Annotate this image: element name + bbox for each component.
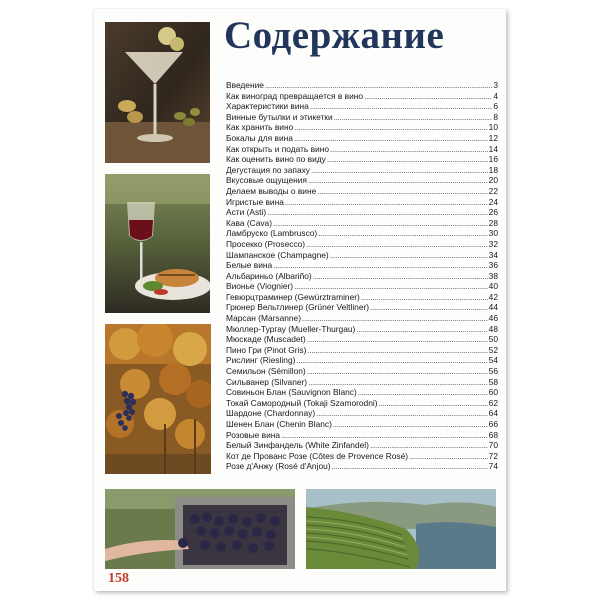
toc-entry-title: Характеристики вина bbox=[226, 101, 309, 112]
toc-entry bbox=[226, 228, 498, 239]
toc-leader-dots bbox=[370, 302, 488, 313]
toc-leader-dots bbox=[310, 101, 492, 112]
terraced-vineyard-photo bbox=[306, 489, 496, 569]
wine-and-dinner-photo bbox=[105, 174, 210, 313]
page-title: Содержание bbox=[224, 14, 445, 57]
toc-leader-dots bbox=[273, 218, 488, 229]
toc-leader-dots bbox=[334, 112, 493, 123]
toc-entry-title: Вионье (Viognier) bbox=[226, 281, 294, 292]
toc-entry-page: 26 bbox=[488, 207, 498, 218]
toc-leader-dots bbox=[306, 239, 488, 250]
toc-entry bbox=[226, 387, 498, 398]
toc-entry-title: Игристые вина bbox=[226, 196, 284, 207]
toc-leader-dots bbox=[308, 175, 488, 186]
toc-entry bbox=[226, 313, 498, 324]
toc-entry bbox=[226, 398, 498, 409]
toc-leader-dots bbox=[311, 165, 488, 176]
toc-leader-dots bbox=[332, 461, 488, 472]
toc-entry bbox=[226, 334, 498, 345]
grape-harvest-photo bbox=[105, 489, 295, 569]
toc-entry-page: 30 bbox=[488, 228, 498, 239]
toc-entry-title: Делаем выводы о вине bbox=[226, 185, 317, 196]
toc-leader-dots bbox=[364, 91, 492, 102]
toc-entry-page: 72 bbox=[488, 450, 498, 461]
toc-entry bbox=[226, 281, 498, 292]
toc-entry-page: 48 bbox=[488, 323, 498, 334]
toc-entry-page: 60 bbox=[488, 387, 498, 398]
toc-leader-dots bbox=[267, 207, 488, 218]
toc-entry-title: Белые вина bbox=[226, 260, 273, 271]
toc-entry-page: 38 bbox=[488, 270, 498, 281]
toc-entry-page: 70 bbox=[488, 440, 498, 451]
toc-entry-title: Кава (Cava) bbox=[226, 217, 273, 228]
toc-entry bbox=[226, 271, 498, 282]
toc-entry bbox=[226, 345, 498, 356]
toc-entry bbox=[226, 122, 498, 133]
toc-entry-title: Как хранить вино bbox=[226, 122, 294, 133]
toc-entry-page: 52 bbox=[488, 344, 498, 355]
toc-entry-title: Дегустация по запаху bbox=[226, 164, 310, 175]
toc-entry-page: 6 bbox=[493, 101, 498, 112]
toc-entry-title: Грюнер Вельтлинер (Grüner Veltliner) bbox=[226, 302, 370, 313]
toc-entry bbox=[226, 366, 498, 377]
toc-entry-page: 18 bbox=[488, 164, 498, 175]
table-of-contents bbox=[226, 80, 498, 472]
toc-entry bbox=[226, 430, 498, 441]
toc-entry bbox=[226, 260, 498, 271]
toc-entry-page: 40 bbox=[488, 281, 498, 292]
toc-entry-page: 68 bbox=[488, 429, 498, 440]
toc-leader-dots bbox=[294, 133, 488, 144]
toc-entry-page: 54 bbox=[488, 355, 498, 366]
toc-entry-title: Шенен Блан (Chenin Blanc) bbox=[226, 419, 332, 429]
toc-entry bbox=[226, 440, 498, 451]
toc-entry-page: 22 bbox=[488, 185, 498, 196]
vineyard-grapes-photo bbox=[105, 324, 211, 474]
toc-entry-page: 28 bbox=[488, 217, 498, 228]
toc-entry-page: 74 bbox=[488, 461, 498, 472]
toc-leader-dots bbox=[317, 186, 487, 197]
toc-entry-page: 8 bbox=[493, 111, 498, 122]
toc-entry-title: Сильванер (Silvaner) bbox=[226, 376, 308, 387]
toc-entry-page: 4 bbox=[493, 90, 498, 101]
toc-entry bbox=[226, 218, 498, 229]
toc-leader-dots bbox=[294, 281, 488, 292]
toc-leader-dots bbox=[308, 377, 488, 388]
toc-entry bbox=[226, 419, 498, 430]
toc-entry-title: Рислинг (Riesling) bbox=[226, 355, 296, 366]
toc-leader-dots bbox=[307, 334, 488, 345]
toc-entry bbox=[226, 133, 498, 144]
toc-entry bbox=[226, 451, 498, 462]
toc-leader-dots bbox=[281, 430, 488, 441]
toc-entry-page: 46 bbox=[488, 313, 498, 324]
toc-leader-dots bbox=[358, 387, 488, 398]
toc-entry-page: 16 bbox=[488, 154, 498, 165]
toc-leader-dots bbox=[333, 419, 488, 430]
toc-entry bbox=[226, 165, 498, 176]
toc-leader-dots bbox=[313, 271, 488, 282]
toc-leader-dots bbox=[327, 154, 488, 165]
toc-leader-dots bbox=[265, 80, 492, 91]
toc-leader-dots bbox=[302, 313, 488, 324]
toc-entry-page: 66 bbox=[488, 419, 498, 429]
toc-entry bbox=[226, 324, 498, 335]
toc-entry bbox=[226, 91, 498, 102]
toc-entry-title: Шампанское (Champagne) bbox=[226, 249, 329, 260]
toc-leader-dots bbox=[361, 292, 488, 303]
toc-entry bbox=[226, 461, 498, 472]
toc-entry-page: 34 bbox=[488, 249, 498, 260]
toc-entry bbox=[226, 302, 498, 313]
toc-entry-title: Розе д'Анжу (Rosé d'Anjou) bbox=[226, 461, 331, 472]
toc-entry-title: Марсан (Marsanne) bbox=[226, 313, 302, 324]
toc-entry bbox=[226, 207, 498, 218]
toc-entry-title: Пино Гри (Pinot Gris) bbox=[226, 344, 307, 355]
toc-entry-page: 58 bbox=[488, 376, 498, 387]
toc-entry bbox=[226, 239, 498, 250]
toc-entry-title: Шардоне (Chardonnay) bbox=[226, 408, 316, 419]
toc-entry bbox=[226, 250, 498, 261]
toc-leader-dots bbox=[330, 250, 488, 261]
toc-leader-dots bbox=[296, 355, 487, 366]
page-number: 158 bbox=[108, 571, 129, 586]
toc-entry bbox=[226, 175, 498, 186]
toc-leader-dots bbox=[379, 398, 488, 409]
toc-leader-dots bbox=[307, 366, 488, 377]
toc-entry-title: Белый Зинфандель (White Zinfandel) bbox=[226, 440, 369, 451]
toc-entry-title: Токай Самородный (Tokaji Szamorodni) bbox=[226, 397, 378, 408]
toc-entry-page: 3 bbox=[493, 80, 498, 90]
toc-leader-dots bbox=[307, 345, 487, 356]
toc-entry-page: 12 bbox=[488, 132, 498, 143]
toc-entry-title: Семильон (Sémillon) bbox=[226, 366, 306, 377]
toc-entry-title: Как виноград превращается в вино bbox=[226, 90, 364, 101]
toc-entry-title: Совиньон Блан (Sauvignon Blanc) bbox=[226, 387, 357, 398]
toc-entry bbox=[226, 355, 498, 366]
toc-entry-title: Бокалы для вина bbox=[226, 132, 293, 143]
toc-leader-dots bbox=[294, 122, 487, 133]
toc-leader-dots bbox=[330, 144, 488, 155]
toc-entry-title: Розовые вина bbox=[226, 429, 281, 440]
toc-entry bbox=[226, 112, 498, 123]
toc-entry-title: Как оценить вино по виду bbox=[226, 154, 326, 165]
toc-entry-page: 56 bbox=[488, 366, 498, 377]
toc-entry-title: Как открыть и подать вино bbox=[226, 143, 330, 154]
toc-entry bbox=[226, 197, 498, 208]
toc-entry bbox=[226, 144, 498, 155]
toc-entry-title: Кот де Прованс Розе (Côtes de Provence Rosé) bbox=[226, 450, 409, 461]
toc-entry bbox=[226, 80, 498, 91]
toc-entry-title: Асти (Asti) bbox=[226, 207, 267, 218]
toc-entry-title: Винные бутылки и этикетки bbox=[226, 111, 333, 122]
toc-entry-title: Вкусовые ощущения bbox=[226, 175, 307, 186]
toc-entry-title: Просекко (Prosecco) bbox=[226, 238, 306, 249]
toc-entry-page: 10 bbox=[488, 122, 498, 133]
toc-entry-page: 36 bbox=[488, 260, 498, 271]
toc-entry bbox=[226, 377, 498, 388]
toc-entry-page: 20 bbox=[488, 175, 498, 186]
toc-entry-page: 62 bbox=[488, 397, 498, 408]
toc-entry-title: Гевюрцтраминер (Gewürztraminer) bbox=[226, 291, 360, 302]
toc-entry-page: 14 bbox=[488, 143, 498, 154]
toc-entry-page: 24 bbox=[488, 196, 498, 207]
toc-entry-title: Мюллер-Тургау (Mueller-Thurgau) bbox=[226, 323, 356, 334]
toc-entry-title: Альбариньо (Albariño) bbox=[226, 270, 312, 281]
toc-leader-dots bbox=[409, 451, 488, 462]
toc-leader-dots bbox=[318, 228, 487, 239]
toc-entry-title: Введение bbox=[226, 80, 264, 90]
toc-entry-page: 42 bbox=[488, 291, 498, 302]
toc-entry bbox=[226, 186, 498, 197]
toc-entry-page: 64 bbox=[488, 408, 498, 419]
toc-entry-title: Мюскаде (Muscadet) bbox=[226, 334, 306, 345]
martini-photo bbox=[105, 22, 210, 163]
toc-entry bbox=[226, 154, 498, 165]
toc-entry bbox=[226, 101, 498, 112]
toc-entry bbox=[226, 292, 498, 303]
toc-leader-dots bbox=[285, 197, 488, 208]
toc-entry-title: Ламбруско (Lambrusco) bbox=[226, 228, 318, 239]
toc-entry-page: 44 bbox=[488, 302, 498, 313]
toc-leader-dots bbox=[273, 260, 487, 271]
toc-entry bbox=[226, 408, 498, 419]
toc-leader-dots bbox=[356, 324, 487, 335]
toc-leader-dots bbox=[370, 440, 488, 451]
toc-entry-page: 50 bbox=[488, 334, 498, 345]
toc-entry-page: 32 bbox=[488, 238, 498, 249]
toc-leader-dots bbox=[316, 408, 488, 419]
